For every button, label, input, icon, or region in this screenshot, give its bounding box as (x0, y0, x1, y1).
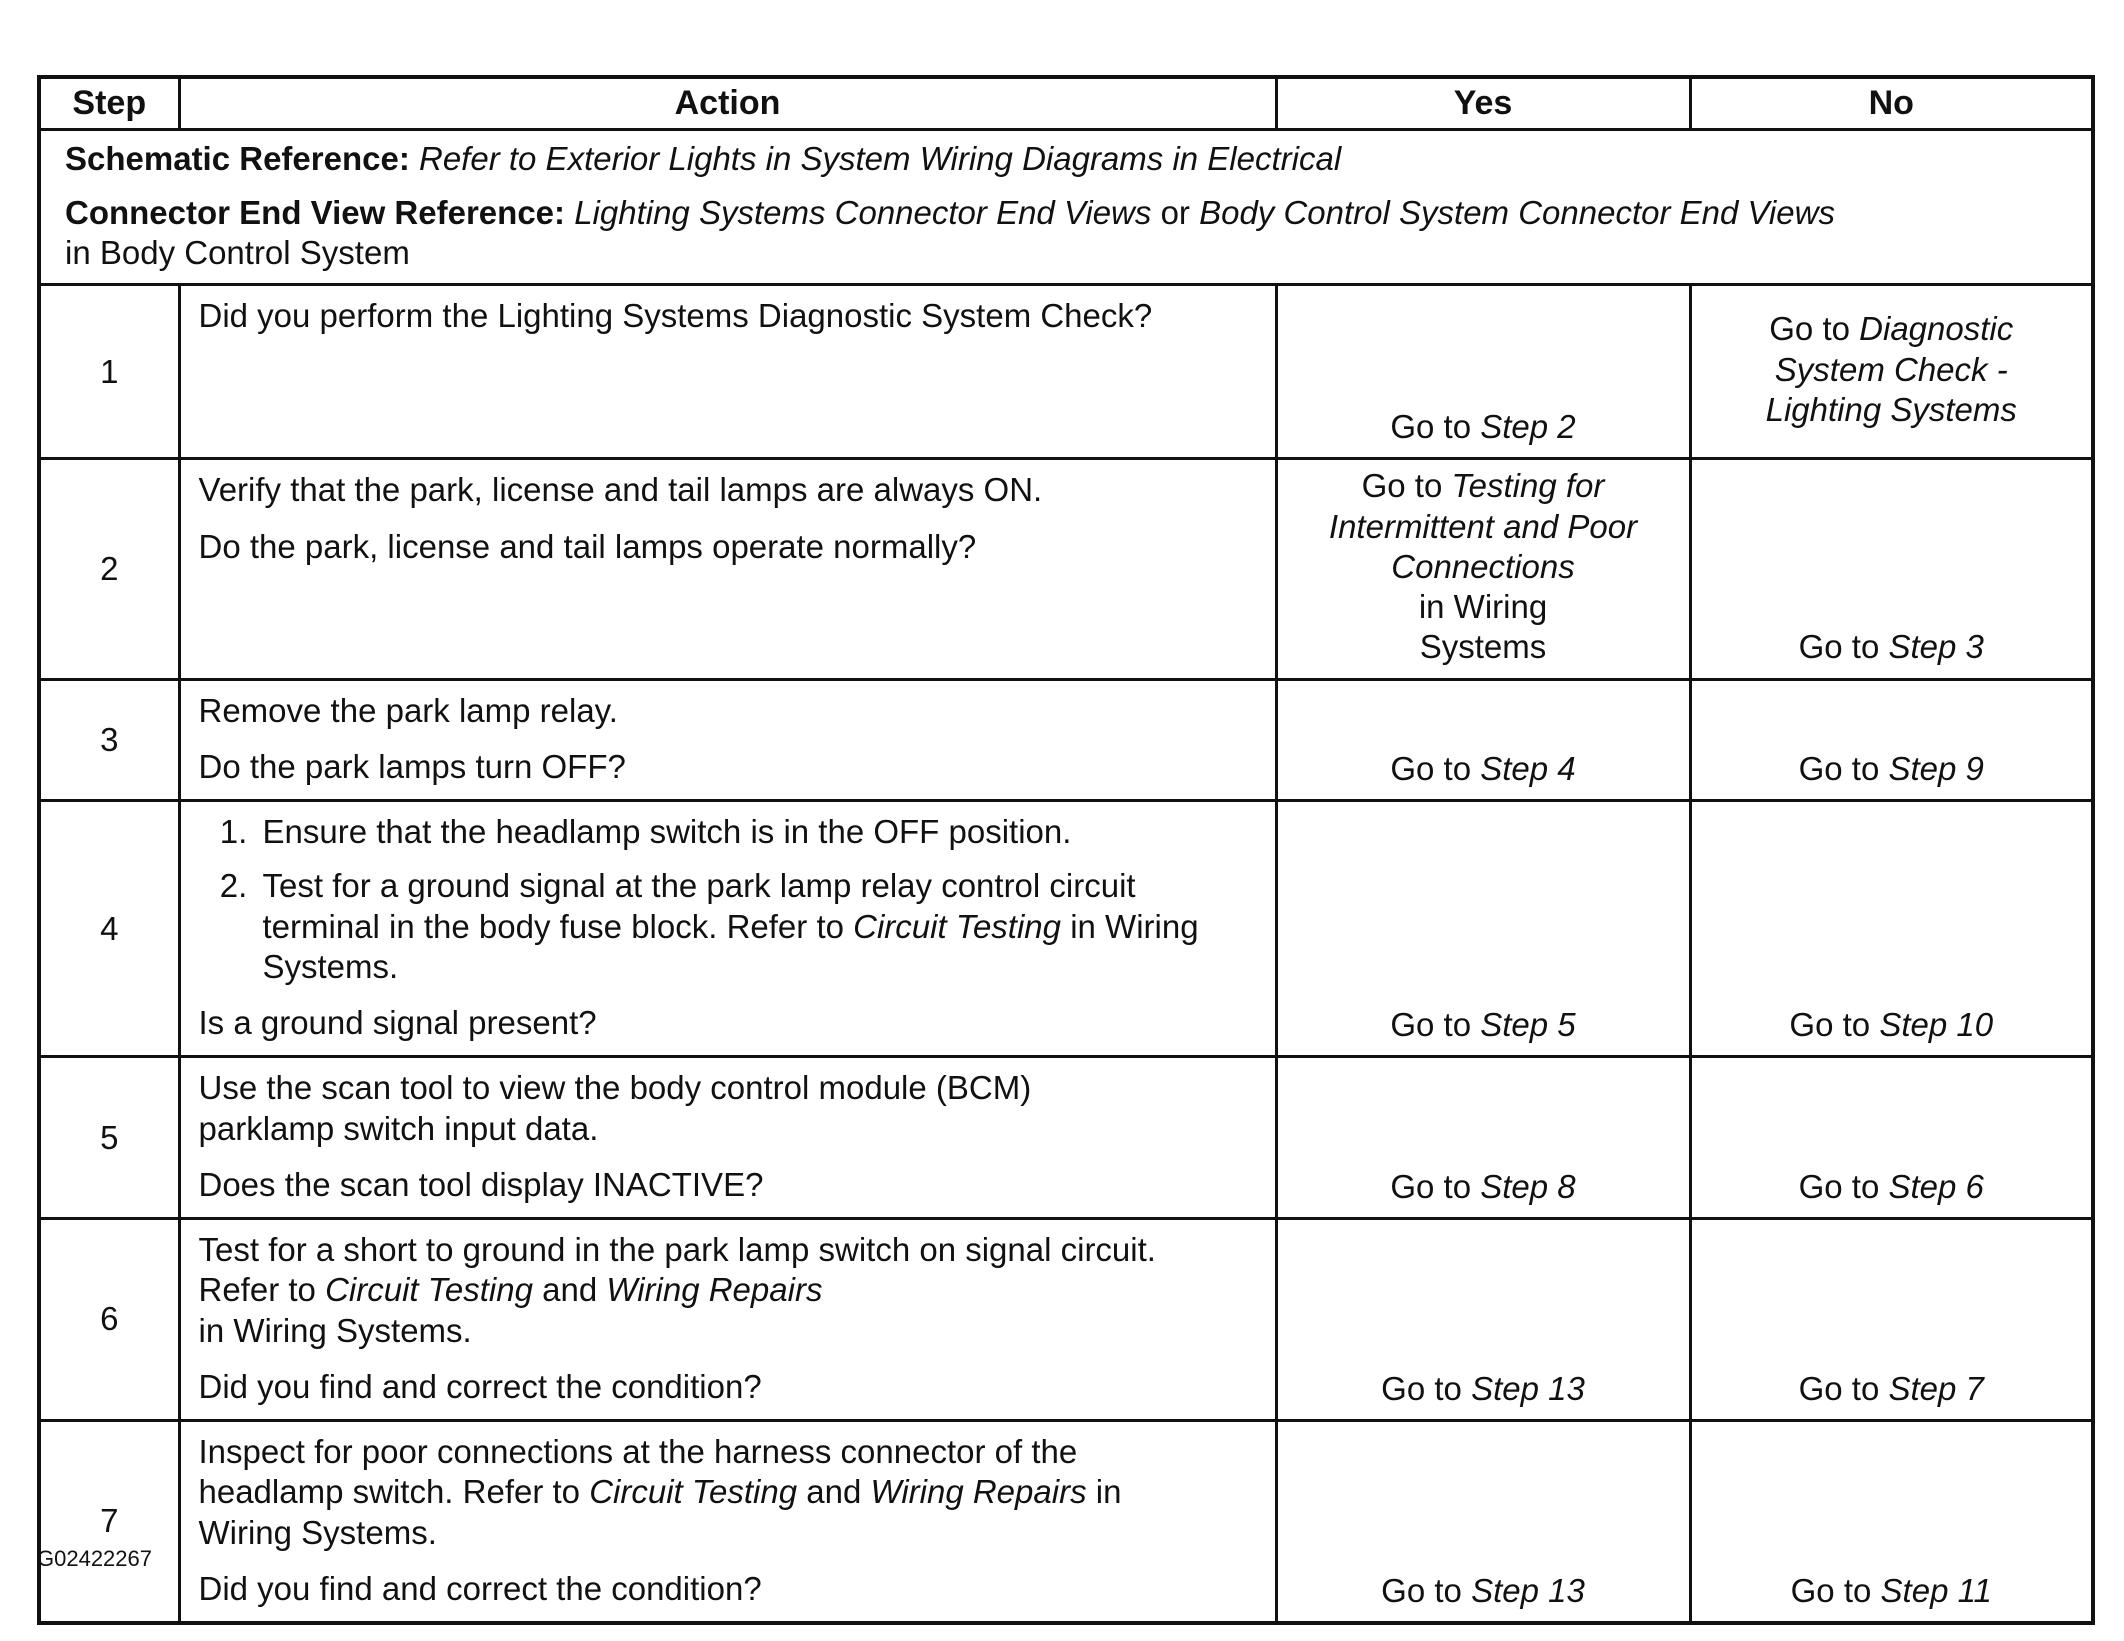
reference-row (39, 129, 2093, 285)
no-prefix: Go to (1798, 1167, 1880, 1205)
step-number: 1 (39, 285, 179, 459)
step-number: 3 (39, 679, 179, 801)
header-step: Step (39, 77, 179, 129)
no-prefix: Go to (1769, 310, 1850, 348)
table-row (39, 801, 2093, 1057)
yes-prefix: Go to (1390, 1167, 1472, 1205)
connector-reference (65, 193, 1865, 274)
action-cell (179, 459, 1276, 679)
circuit-testing-link[interactable]: Circuit Testing (325, 1271, 533, 1309)
yes-suffix: in Wiring Systems (1418, 588, 1548, 666)
yes-link[interactable]: Testing for Intermittent and Poor Connections (1328, 467, 1638, 585)
yes-prefix: Go to (1381, 1369, 1462, 1407)
connector-reference-or: or (1160, 193, 1190, 231)
yes-cell (1276, 1219, 1690, 1421)
action-list-item-text: Test for a ground signal at the park lamp relay control circuit terminal in the body fuse block. Refer to (262, 867, 1136, 945)
step-number: 7 (39, 1421, 179, 1624)
action-cell (179, 285, 1276, 459)
yes-prefix: Go to (1390, 1006, 1472, 1043)
step-number: 5 (39, 1057, 179, 1219)
no-prefix: Go to (1790, 1571, 1872, 1609)
action-question: Did you find and correct the condition? (198, 1569, 762, 1607)
action-instruction-text: Inspect for poor connections at the harness connector of the headlamp switch. Refer to (198, 1433, 1078, 1511)
step-number: 4 (39, 801, 179, 1057)
no-cell (1690, 1057, 2093, 1219)
yes-cell (1276, 1421, 1690, 1624)
table-row (39, 1219, 2093, 1421)
circuit-testing-link[interactable]: Circuit Testing (853, 907, 1062, 945)
action-cell (179, 1057, 1276, 1219)
no-prefix: Go to (1798, 1369, 1880, 1407)
yes-link[interactable]: Step 2 (1480, 408, 1576, 445)
action-instruction: Remove the park lamp relay. (198, 691, 618, 729)
reference-cell (39, 129, 2093, 285)
action-cell (179, 1421, 1276, 1624)
no-link[interactable]: Step 9 (1888, 749, 1984, 787)
action-list-item (257, 812, 1261, 852)
yes-link[interactable]: Step 5 (1480, 1006, 1576, 1043)
action-instruction-suffix: in Wiring Systems. (198, 1311, 472, 1349)
connector-reference-part3: in Body Control System (65, 234, 410, 271)
action-instruction: Verify that the park, license and tail lamps are always ON. (198, 471, 1043, 509)
header-yes: Yes (1276, 77, 1690, 129)
no-link[interactable]: Step 7 (1888, 1369, 1984, 1407)
action-question: Do the park lamps turn OFF? (198, 747, 626, 785)
no-cell (1690, 679, 2093, 801)
no-cell (1690, 1219, 2093, 1421)
no-cell (1690, 801, 2093, 1057)
yes-cell (1276, 679, 1690, 801)
connector-reference-part2: Body Control System Connector End Views (1199, 193, 1835, 231)
circuit-testing-link[interactable]: Circuit Testing (589, 1473, 798, 1511)
header-action: Action (179, 77, 1276, 129)
action-cell (179, 1219, 1276, 1421)
yes-cell (1276, 801, 1690, 1057)
action-list-item-text: Ensure that the headlamp switch is in the OFF position. (262, 813, 1072, 850)
diagnostic-table (37, 75, 2095, 1625)
action-question: Did you find and correct the condition? (198, 1367, 762, 1405)
connector-reference-part1: Lighting Systems Connector End Views (574, 193, 1152, 231)
action-list (199, 812, 1261, 987)
table-row (39, 679, 2093, 801)
yes-link[interactable]: Step 8 (1480, 1167, 1576, 1205)
action-instruction (199, 1230, 1169, 1351)
no-prefix: Go to (1798, 749, 1880, 787)
yes-prefix: Go to (1361, 467, 1443, 505)
table-row (39, 1421, 2093, 1624)
no-link[interactable]: Step 10 (1879, 1006, 1994, 1043)
schematic-reference (65, 139, 2067, 179)
yes-prefix: Go to (1390, 408, 1472, 445)
wiring-repairs-link[interactable]: Wiring Repairs (606, 1271, 823, 1309)
yes-link[interactable]: Step 4 (1480, 749, 1576, 787)
no-link[interactable]: Step 6 (1888, 1167, 1984, 1205)
action-instruction: Use the scan tool to view the body control module (BCM) parklamp switch input data. (198, 1069, 1032, 1147)
action-instruction-suffix: in Wiring Systems. (198, 1473, 1122, 1551)
no-link[interactable]: Step 11 (1880, 1571, 1992, 1609)
schematic-reference-label: Schematic Reference: (65, 139, 410, 177)
yes-cell (1276, 1057, 1690, 1219)
no-cell (1690, 459, 2093, 679)
action-instruction-text: Test for a short to ground in the park lamp switch on signal circuit. Refer to (198, 1231, 1156, 1309)
yes-link[interactable]: Step 13 (1471, 1571, 1585, 1609)
no-prefix: Go to (1789, 1006, 1871, 1043)
table-row (39, 459, 2093, 679)
action-instruction-and: and (542, 1271, 598, 1309)
schematic-reference-text: Refer to Exterior Lights in System Wiring Diagrams in Electrical (419, 139, 1342, 177)
figure-id: G02422267 (37, 1546, 152, 1571)
header-no: No (1690, 77, 2093, 129)
yes-prefix: Go to (1381, 1571, 1462, 1609)
step-number: 2 (39, 459, 179, 679)
no-prefix: Go to (1798, 628, 1880, 666)
action-question: Do the park, license and tail lamps operate normally? (198, 527, 977, 565)
no-cell (1690, 1421, 2093, 1624)
yes-cell (1276, 459, 1690, 679)
no-link[interactable]: Step 3 (1888, 628, 1984, 666)
table-row (39, 285, 2093, 459)
wiring-repairs-link[interactable]: Wiring Repairs (870, 1473, 1087, 1511)
action-question: Does the scan tool display INACTIVE? (198, 1165, 764, 1203)
connector-reference-label: Connector End View Reference: (65, 193, 566, 231)
yes-cell (1276, 285, 1690, 459)
action-cell (179, 679, 1276, 801)
no-link[interactable]: Diagnostic System Check - Lighting Systems (1765, 310, 2017, 428)
no-cell (1690, 285, 2093, 459)
action-question: Did you perform the Lighting Systems Diagnostic System Check? (198, 297, 1153, 335)
step-number: 6 (39, 1219, 179, 1421)
yes-prefix: Go to (1390, 749, 1472, 787)
action-question: Is a ground signal present? (198, 1004, 597, 1041)
table-row (39, 1057, 2093, 1219)
header-row (39, 77, 2093, 129)
yes-link[interactable]: Step 13 (1471, 1369, 1585, 1407)
action-instruction-and: and (806, 1473, 862, 1511)
action-instruction (199, 1432, 1199, 1553)
action-cell (179, 801, 1276, 1057)
action-list-item (257, 866, 1261, 987)
action-list-item-suffix: in Wiring Systems. (262, 907, 1199, 985)
